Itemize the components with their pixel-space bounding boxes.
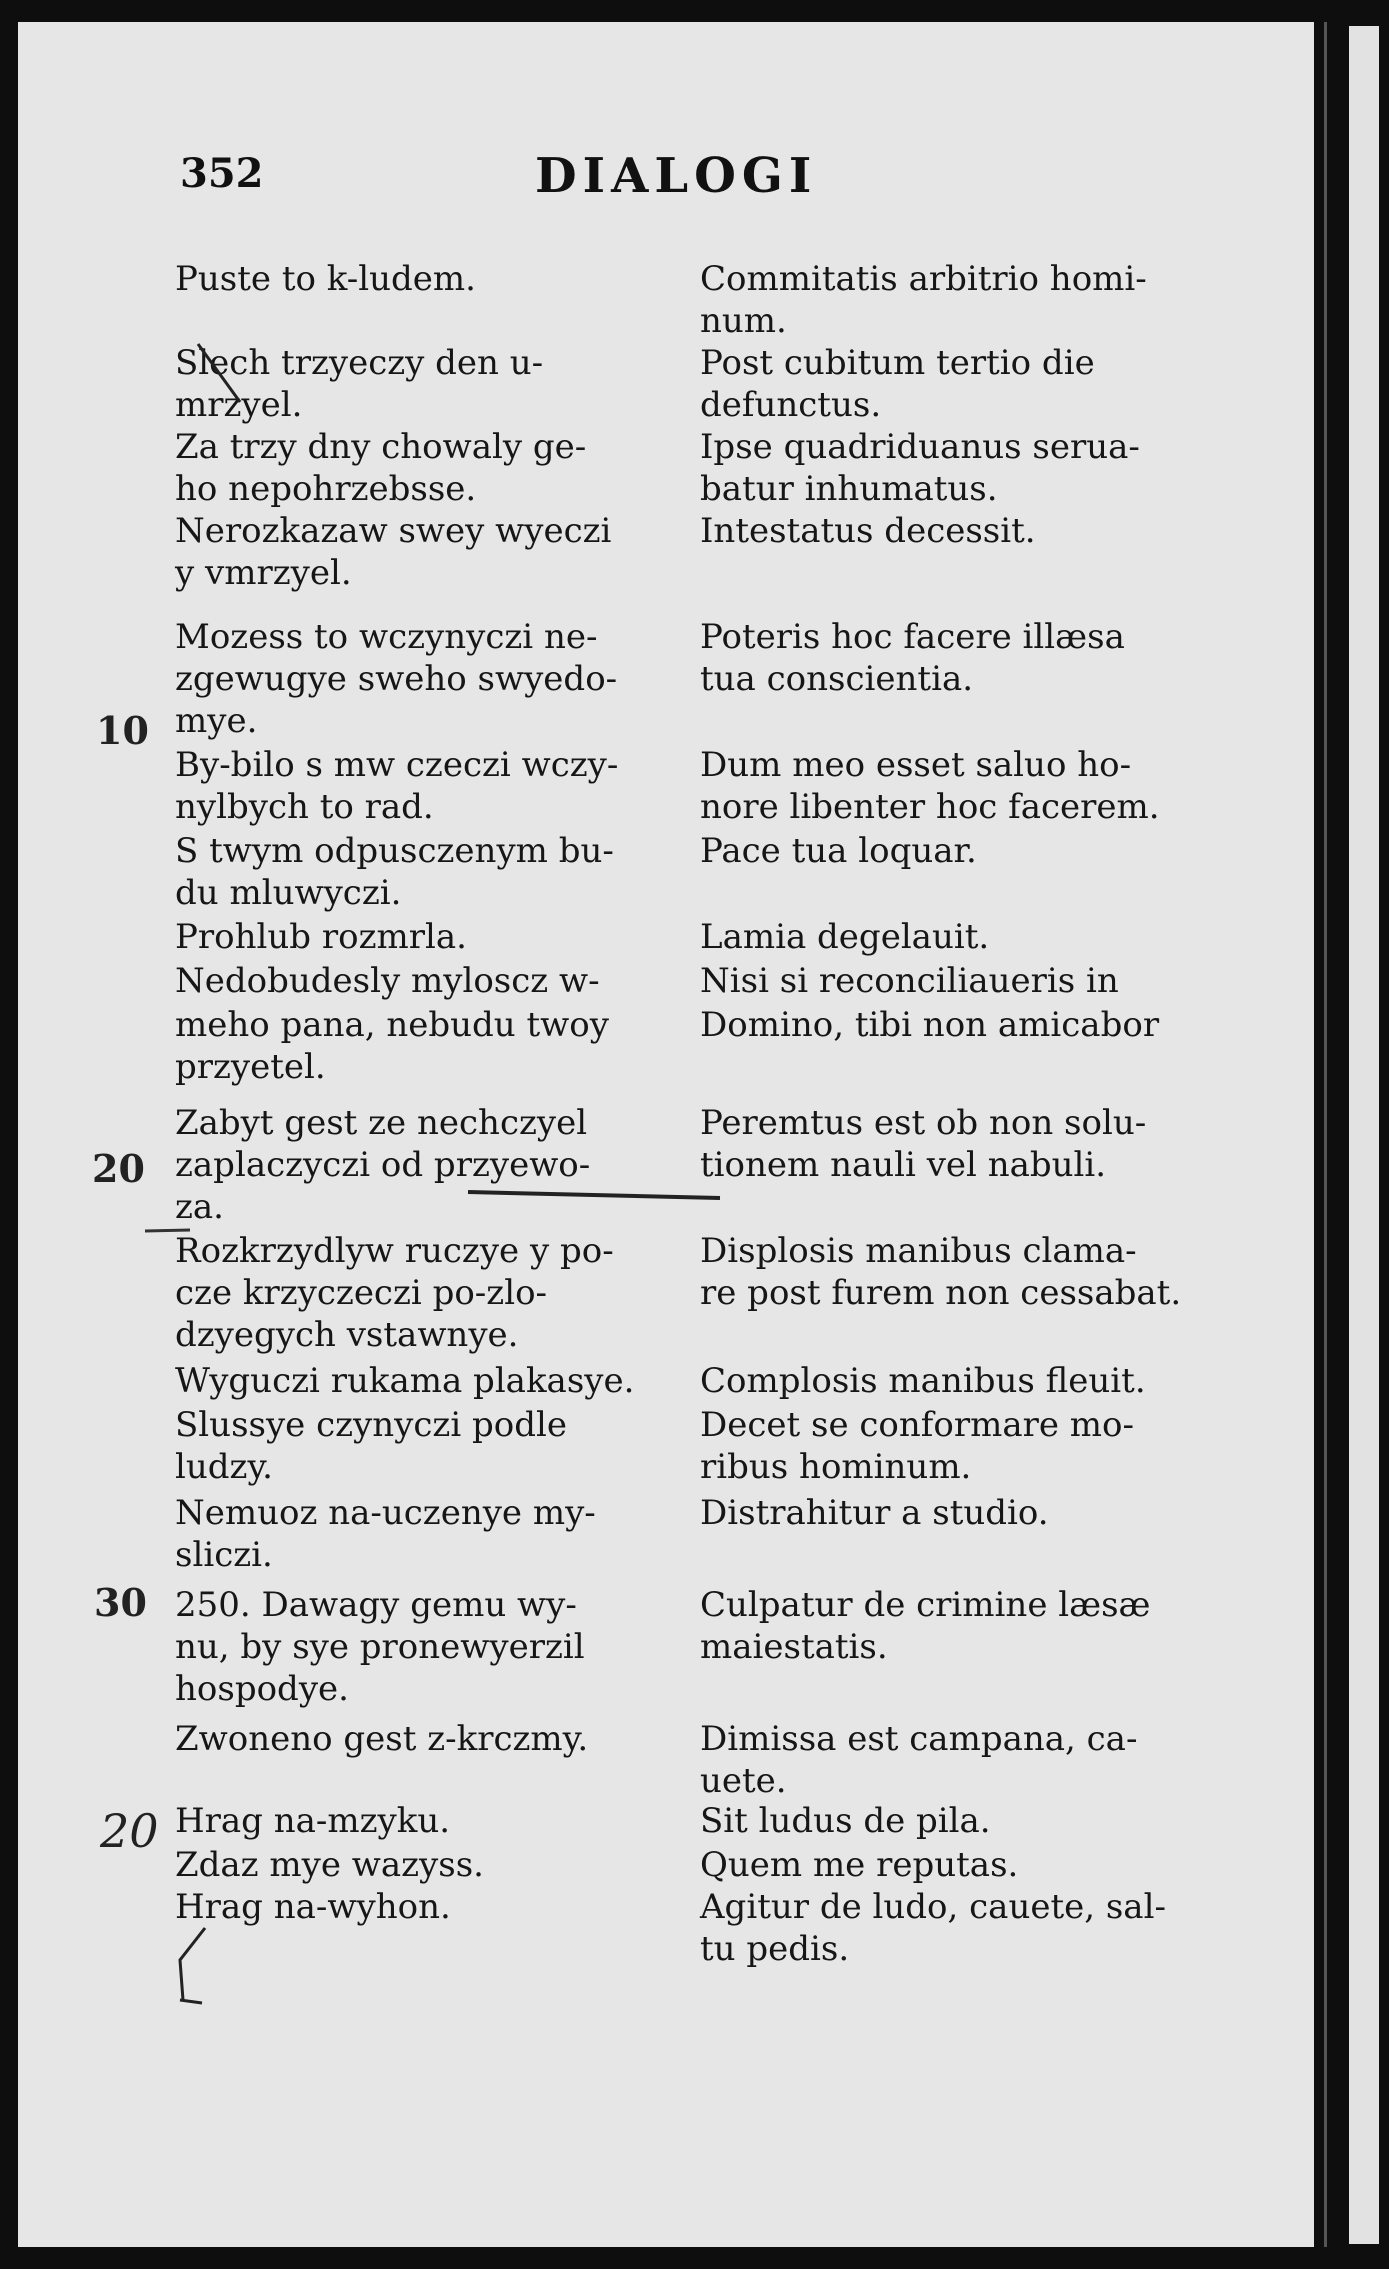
latin-line: Nisi si reconciliaueris in: [700, 961, 1119, 1001]
polish-line: Slech trzyeczy den u-: [175, 343, 544, 383]
polish-line: mye.: [175, 701, 258, 741]
polish-line: y vmrzyel.: [175, 553, 352, 593]
latin-line: Ipse quadriduanus serua-: [700, 427, 1140, 467]
latin-line: defunctus.: [700, 385, 882, 425]
polish-line: Mozess to wczynyczi ne-: [175, 617, 598, 657]
latin-line: num.: [700, 301, 787, 341]
underline-mark: [468, 1192, 720, 1198]
polish-line: cze krzyczeczi po-zlo-: [175, 1273, 548, 1313]
polish-line: Zwoneno gest z-krczmy.: [175, 1719, 589, 1759]
polish-line: Slussye czynyczi podle: [175, 1405, 567, 1445]
polish-line: du mluwyczi.: [175, 873, 402, 913]
latin-line: Decet se conformare mo-: [700, 1405, 1134, 1445]
latin-line: Domino, tibi non amicabor: [700, 1005, 1160, 1045]
latin-line: nore libenter hoc facerem.: [700, 787, 1160, 827]
polish-line: zgewugye sweho swyedo-: [175, 659, 618, 699]
running-title: DIALOGI: [535, 148, 818, 204]
polish-line: hospodye.: [175, 1669, 349, 1709]
polish-line: Zabyt gest ze nechczyel: [175, 1103, 588, 1143]
pencil-dash-mark: [145, 1230, 190, 1231]
polish-line: Wyguczi rukama plakasye.: [175, 1361, 635, 1401]
polish-line: Rozkrzydlyw ruczye y po-: [175, 1231, 614, 1271]
polish-line: Hrag na-mzyku.: [175, 1801, 451, 1841]
latin-line: tionem nauli vel nabuli.: [700, 1145, 1107, 1185]
latin-line: re post furem non cessabat.: [700, 1273, 1182, 1313]
polish-line: za.: [175, 1187, 224, 1227]
margin-number: 10: [96, 708, 149, 753]
latin-line: Commitatis arbitrio homi-: [700, 259, 1147, 299]
polish-line: Puste to k-ludem.: [175, 259, 476, 299]
latin-line: uete.: [700, 1761, 787, 1801]
pencil-bracket-mark: [180, 1928, 205, 2000]
latin-line: Pace tua loquar.: [700, 831, 977, 871]
polish-line: By-bilo s mw czeczi wczy-: [175, 745, 619, 785]
polish-line: Za trzy dny chowaly ge-: [175, 427, 587, 467]
polish-line: zaplaczyczi od przyewo-: [175, 1145, 591, 1185]
latin-line: ribus hominum.: [700, 1447, 972, 1487]
latin-line: tua conscientia.: [700, 659, 974, 699]
polish-line: Nedobudesly myloscz w-: [175, 961, 600, 1001]
pencil-slash-mark: [198, 344, 240, 402]
latin-line: Quem me reputas.: [700, 1845, 1019, 1885]
polish-line: Hrag na-wyhon.: [175, 1887, 451, 1927]
polish-line: nylbych to rad.: [175, 787, 434, 827]
latin-line: Culpatur de crimine læsæ: [700, 1585, 1151, 1625]
polish-line: ho nepohrzebsse.: [175, 469, 477, 509]
polish-line: ludzy.: [175, 1447, 273, 1487]
polish-line: Nemuoz na-uczenye my-: [175, 1493, 596, 1533]
polish-line: Zdaz mye wazyss.: [175, 1845, 484, 1885]
latin-line: Intestatus decessit.: [700, 511, 1036, 551]
pencil-bracket-tail: [180, 2000, 202, 2003]
polish-line: dzyegych vstawnye.: [175, 1315, 519, 1355]
margin-number: 20: [92, 1146, 145, 1191]
polish-line: meho pana, nebudu twoy: [175, 1005, 609, 1045]
latin-line: Peremtus est ob non solu-: [700, 1103, 1147, 1143]
polish-line: Prohlub rozmrla.: [175, 917, 467, 957]
margin-number: 30: [94, 1580, 147, 1625]
handwritten-margin-number: 20: [100, 1804, 159, 1858]
latin-line: Sit ludus de pila.: [700, 1801, 991, 1841]
latin-line: Agitur de ludo, cauete, sal-: [700, 1887, 1166, 1927]
polish-line: przyetel.: [175, 1047, 326, 1087]
polish-line: nu, by sye pronewyerzil: [175, 1627, 585, 1667]
latin-line: Dimissa est campana, ca-: [700, 1719, 1138, 1759]
latin-line: Distrahitur a studio.: [700, 1493, 1049, 1533]
polish-line: 250. Dawagy gemu wy-: [175, 1585, 577, 1625]
latin-line: Complosis manibus fleuit.: [700, 1361, 1146, 1401]
latin-line: Displosis manibus clama-: [700, 1231, 1137, 1271]
latin-line: Post cubitum tertio die: [700, 343, 1095, 383]
polish-line: Nerozkazaw swey wyeczi: [175, 511, 612, 551]
latin-line: batur inhumatus.: [700, 469, 998, 509]
page-number: 352: [180, 150, 264, 197]
polish-line: mrzyel.: [175, 385, 303, 425]
polish-line: S twym odpusczenym bu-: [175, 831, 614, 871]
latin-line: Poteris hoc facere illæsa: [700, 617, 1125, 657]
latin-line: Lamia degelauit.: [700, 917, 990, 957]
latin-line: maiestatis.: [700, 1627, 888, 1667]
latin-line: Dum meo esset saluo ho-: [700, 745, 1132, 785]
latin-line: tu pedis.: [700, 1929, 850, 1969]
polish-line: sliczi.: [175, 1535, 273, 1575]
